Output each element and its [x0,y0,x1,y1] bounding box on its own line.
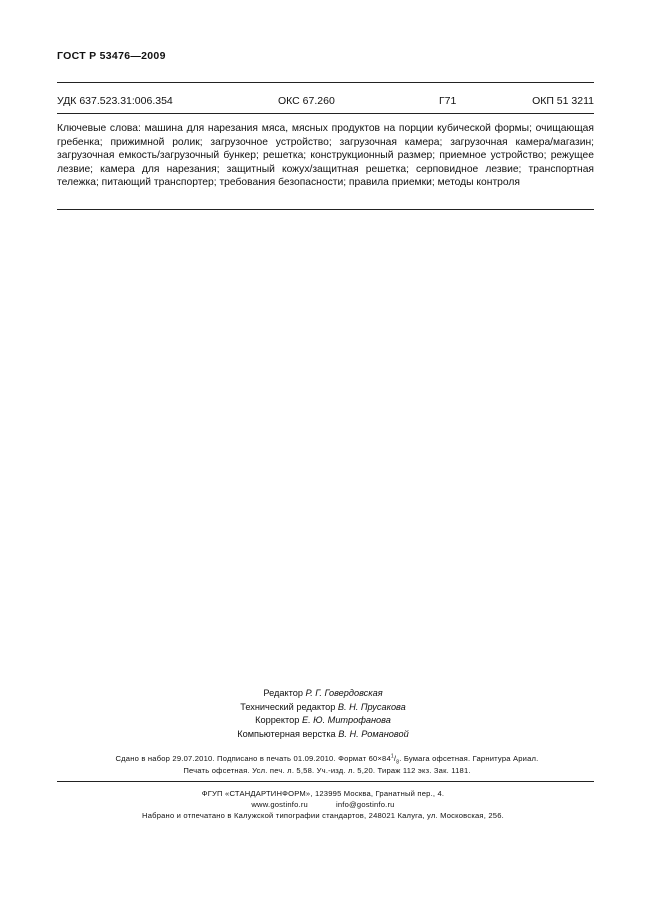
divider-keywords [57,209,594,210]
credit-role: Редактор [263,688,303,698]
g-code: Г71 [439,95,457,107]
divider-classification [57,113,594,114]
imprint-text: . Бумага офсетная. Гарнитура Ариал. [399,754,539,763]
credit-tech-editor [0,701,646,715]
credit-name: Е. Ю. Митрофанова [301,715,391,725]
divider-bottom [57,781,594,782]
format-numerator: 1 [390,753,394,760]
credit-editor [0,687,646,701]
credits-block [0,687,646,741]
udk-code: УДК 637.523.31:006.354 [57,95,173,107]
publisher-name: ФГУП «СТАНДАРТИНФОРМ», 123995 Москва, Гранатный пер., 4. [201,789,445,798]
credit-layout [0,728,646,742]
format-denominator: 8 [396,759,400,766]
credit-role: Технический редактор [240,701,336,712]
imprint-line-2: Печать офсетная. Усл. печ. л. 5,58. Уч.-изд. л. 5,20. Тираж 112 экз. Зак. 1181. [183,766,471,775]
credit-role: Корректор [255,715,300,725]
credit-name: В. Н. Романовой [338,728,409,739]
publisher-contacts [237,799,408,810]
credit-name: В. Н. Прусакова [337,701,406,712]
okp-code: ОКП 51 3211 [532,95,594,107]
oks-code: ОКС 67.260 [278,95,335,107]
imprint-text: Сдано в набор 29.07.2010. Подписано в печать 01.09.2010. Формат 60×84 [115,754,391,763]
email-link[interactable]: info@gostinfo.ru [335,800,395,809]
credit-proofreader [0,714,646,728]
keywords-paragraph: Ключевые слова: машина для нарезания мяса, мясных продуктов на порции кубической формы; очищающая гребенка; прижимной ролик; загрузочное устройство; загрузочная камера; загрузочная камера/магазин; загрузочная емкость/загрузочный бункер; решетка; конструкционный размер; приемное устройство; режущее лезвие; камера для нарезания; защитный кожух/защитная решетка; серповидное лезвие; транспортная тележка; питающий транспортер; требования безопасности; правила приемки; методы контроля [57,123,594,188]
standard-id: ГОСТ Р 53476—2009 [57,50,166,62]
imprint-block [67,753,587,777]
divider-top [57,82,594,83]
imprint-line-1: Сдано в набор 29.07.2010. Подписано в печать 01.09.2010. Формат $60\times 84^1/_8$. Бумага офсетная. Гарнитура Ариал. [115,753,539,766]
credit-role: Компьютерная верстка [237,728,336,739]
printing-house: Набрано и отпечатано в Калужской типографии стандартов, 248021 Калуга, ул. Московская, 256. [142,811,504,820]
publisher-block [0,788,646,821]
website-link[interactable]: www.gostinfo.ru [251,800,308,809]
credit-name: Р. Г. Говердовская [305,688,383,698]
